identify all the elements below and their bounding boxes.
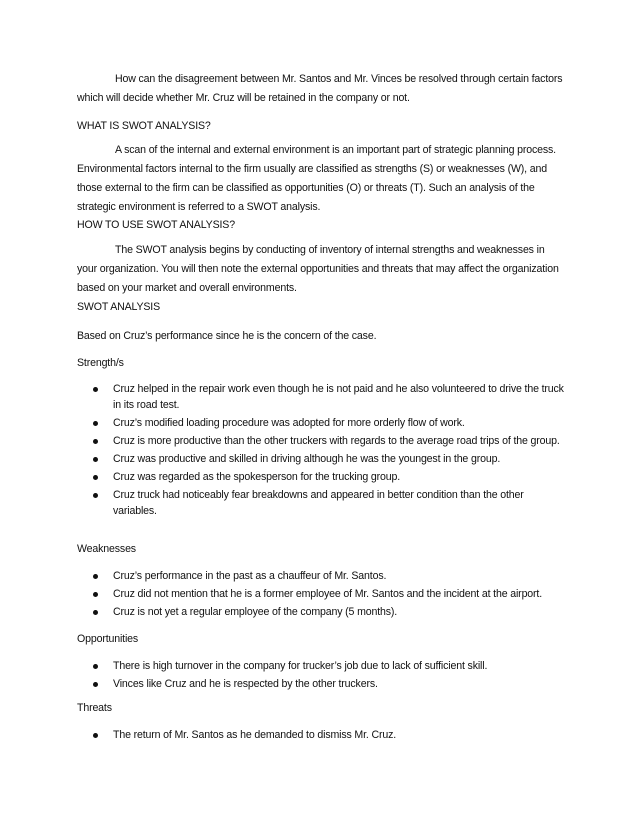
paragraph-how-to-use: The SWOT analysis begins by conducting of inventory of internal strengths and weaknesses in your organization. You will then note the external opportunities and threats that may affect the organization based on your market and overall environments. [77,244,559,294]
bullet-icon [93,682,98,687]
list-item: Cruz is more productive than the other truckers with regards to the average road trips of the group. [93,433,565,449]
section-title-threats: Threats [77,702,112,714]
list-item: Cruz was regarded as the spokesperson for the trucking group. [93,469,565,485]
list-item: Cruz is not yet a regular employee of the company (5 months). [93,604,565,620]
list-item: Cruz was productive and skilled in driving although he was the youngest in the group. [93,451,565,467]
bullet-icon [93,610,98,615]
bullet-icon [93,421,98,426]
bullet-icon [93,387,98,392]
section-title-weaknesses: Weaknesses [77,543,136,555]
heading-how-to-use: HOW TO USE SWOT ANALYSIS? [77,219,235,231]
list-item: Cruz’s modified loading procedure was adopted for more orderly flow of work. [93,415,565,431]
section-title-opportunities: Opportunities [77,633,139,645]
heading-swot-analysis: SWOT ANALYSIS [77,301,161,313]
bullet-icon [93,664,98,669]
bullet-icon [93,493,98,498]
opportunities-list [93,658,565,694]
bullet-icon [93,592,98,597]
list-item: The return of Mr. Santos as he demanded to dismiss Mr. Cruz. [93,727,565,743]
list-item: Cruz’s performance in the past as a chauffeur of Mr. Santos. [93,568,565,584]
list-item: Cruz helped in the repair work even though he is not paid and he also volunteered to drive the truck in its road test. [93,381,565,413]
list-item: Vinces like Cruz and he is respected by the other truckers. [93,676,565,692]
paragraph-based-on: Based on Cruz’s performance since he is the concern of the case. [77,330,377,342]
threats-list [93,727,565,745]
intro-paragraph: How can the disagreement between Mr. Santos and Mr. Vinces be resolved through certain factors which will decide whether Mr. Cruz will be retained in the company or not. [77,73,563,104]
bullet-icon [93,733,98,738]
list-item: There is high turnover in the company for trucker’s job due to lack of sufficient skill. [93,658,565,674]
paragraph-what-is-swot: A scan of the internal and external environment is an important part of strategic planning process. Environmental factors internal to the firm usually are classified as strengths (S) or weaknesses (W), and those external to the firm can be classified as opportunities (O) or threats (T). Such an analysis of the strategic environment is referred to a SWOT analysis. [77,144,556,213]
heading-what-is-swot: WHAT IS SWOT ANALYSIS? [77,120,211,132]
bullet-icon [93,457,98,462]
list-item: Cruz truck had noticeably fear breakdowns and appeared in better condition than the other variables. [93,487,565,519]
weaknesses-list [93,568,565,622]
list-item: Cruz did not mention that he is a former employee of Mr. Santos and the incident at the airport. [93,586,565,602]
bullet-icon [93,475,98,480]
section-title-strengths: Strength/s [77,357,124,369]
bullet-icon [93,439,98,444]
bullet-icon [93,574,98,579]
strengths-list [93,381,565,521]
